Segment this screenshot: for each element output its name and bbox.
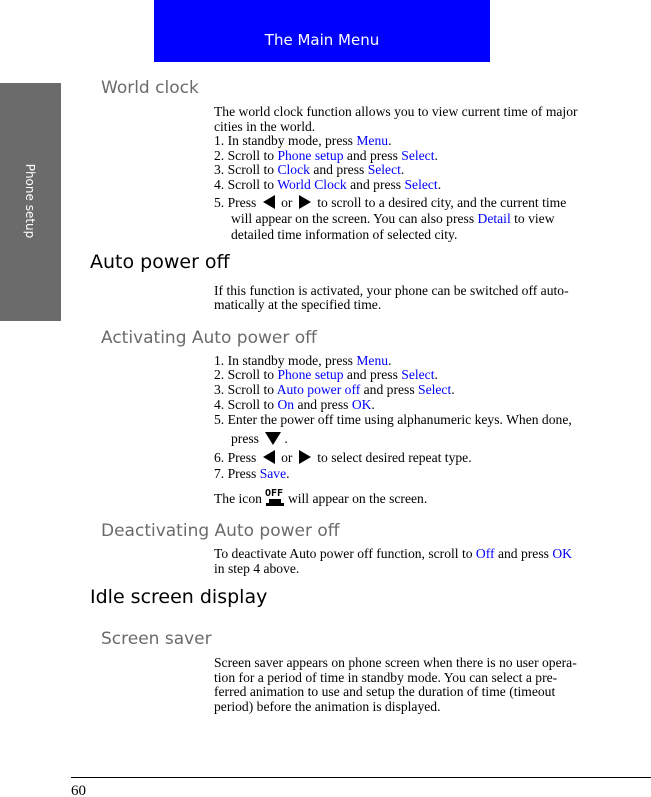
- text-line: [214, 195, 566, 212]
- text-segment: 6. Press: [214, 450, 260, 465]
- chapter-title: The Main Menu: [264, 31, 380, 49]
- text-line: [231, 211, 555, 226]
- menu-term: World Clock: [277, 177, 347, 192]
- text-line: [214, 699, 441, 714]
- menu-term: Off: [475, 546, 495, 561]
- heading-world-clock: World clock: [101, 78, 199, 98]
- heading-screen-saver: Screen saver: [101, 629, 212, 649]
- text-segment: To deactivate Auto power off function, scroll to: [214, 546, 476, 561]
- footer-rule: [71, 777, 651, 778]
- menu-term: Select: [401, 148, 435, 163]
- text-segment: and press: [360, 382, 419, 397]
- text-line: [214, 684, 555, 699]
- text-line: [214, 382, 455, 397]
- menu-term: Select: [367, 162, 401, 177]
- text-line: [214, 397, 375, 412]
- text-segment: 5. Press: [214, 195, 260, 210]
- text-line: [214, 353, 391, 368]
- right-arrow-icon: [299, 450, 311, 467]
- text-line: [214, 119, 315, 134]
- heading-activating-auto-power-off: Activating Auto power off: [101, 328, 317, 348]
- text-line: [214, 297, 381, 312]
- text-segment: 2. Scroll to: [214, 367, 278, 382]
- text-segment: .: [434, 148, 438, 163]
- text-segment: 4. Scroll to: [214, 397, 278, 412]
- text-segment: and press: [309, 162, 368, 177]
- text-line: [231, 431, 288, 448]
- menu-term: Save: [259, 466, 287, 481]
- text-line: [231, 227, 457, 242]
- text-line: [214, 104, 578, 119]
- text-segment: cities in the world.: [214, 119, 316, 134]
- text-line: [214, 546, 572, 561]
- text-line: [214, 177, 441, 192]
- text-segment: to view: [510, 211, 555, 226]
- text-segment: 2. Scroll to: [214, 148, 278, 163]
- text-segment: and press: [343, 148, 402, 163]
- text-segment: If this function is activated, your phone can be switched off auto-: [214, 283, 569, 298]
- text-segment: will appear on the screen.: [287, 491, 428, 506]
- text-segment: detailed time information of selected city.: [231, 227, 458, 242]
- text-segment: .: [286, 466, 290, 481]
- text-segment: period) before the animation is displayed.: [214, 699, 441, 714]
- text-segment: .: [284, 431, 288, 446]
- text-segment: 5. Enter the power off time using alphanumeric keys. When done,: [214, 412, 572, 427]
- menu-term: OK: [552, 546, 572, 561]
- text-line: [214, 655, 577, 670]
- text-segment: or: [277, 195, 296, 210]
- text-segment: .: [388, 133, 392, 148]
- menu-term: OK: [351, 397, 372, 412]
- menu-term: Phone setup: [277, 148, 344, 163]
- menu-term: Detail: [477, 211, 511, 226]
- heading-idle-screen-display: Idle screen display: [90, 586, 268, 608]
- text-segment: and press: [346, 177, 405, 192]
- auto-off-icon: [264, 487, 286, 510]
- text-segment: to select desired repeat type.: [313, 450, 472, 465]
- chapter-header-banner: [154, 0, 490, 62]
- right-arrow-icon: [299, 195, 311, 212]
- svg-text:OFF: OFF: [264, 488, 283, 499]
- menu-term: On: [277, 397, 295, 412]
- side-tab-label: Phone setup: [23, 163, 37, 239]
- text-segment: in step 4 above.: [214, 561, 300, 576]
- text-segment: 1. In standby mode, press: [214, 133, 357, 148]
- text-line: [214, 412, 572, 427]
- text-segment: The icon: [214, 491, 262, 506]
- menu-term: Menu: [356, 133, 389, 148]
- text-segment: will appear on the screen. You can also press: [231, 211, 478, 226]
- left-arrow-icon: [263, 195, 275, 212]
- text-segment: .: [371, 397, 375, 412]
- text-segment: Screen saver appears on phone screen when there is no user opera-: [214, 655, 577, 670]
- text-line: [214, 148, 438, 163]
- heading-auto-power-off: Auto power off: [90, 251, 230, 273]
- text-segment: and press: [343, 367, 402, 382]
- left-arrow-icon: [263, 450, 275, 467]
- text-segment: .: [437, 177, 442, 192]
- text-segment: or: [277, 450, 296, 465]
- text-segment: and press: [294, 397, 352, 412]
- text-line: [214, 162, 404, 177]
- text-segment: .: [400, 162, 405, 177]
- menu-term: Auto power off: [276, 382, 361, 397]
- text-segment: 3. Scroll to: [214, 382, 277, 397]
- menu-term: Select: [418, 382, 452, 397]
- page-number: 60: [71, 783, 86, 797]
- text-line: [214, 133, 391, 148]
- text-segment: The world clock function allows you to view current time of major: [214, 104, 578, 119]
- heading-deactivating-auto-power-off: Deactivating Auto power off: [101, 521, 340, 541]
- text-segment: 1. In standby mode, press: [214, 353, 357, 368]
- text-segment: tion for a period of time in standby mode. You can select a pre-: [214, 670, 558, 685]
- text-line: [214, 561, 299, 576]
- text-segment: 3. Scroll to: [214, 162, 278, 177]
- text-segment: matically at the specified time.: [214, 297, 382, 312]
- section-side-tab: [0, 83, 61, 321]
- menu-term: Select: [404, 177, 438, 192]
- text-segment: 4. Scroll to: [214, 177, 278, 192]
- text-segment: and press: [494, 546, 553, 561]
- text-line: [214, 670, 557, 685]
- down-arrow-icon: [265, 432, 281, 448]
- text-line: [214, 283, 569, 298]
- text-line: [214, 450, 472, 467]
- text-segment: 7. Press: [214, 466, 260, 481]
- text-segment: .: [388, 353, 392, 368]
- menu-term: Select: [401, 367, 435, 382]
- text-segment: ferred animation to use and setup the duration of time (timeout: [214, 684, 556, 699]
- text-segment: .: [434, 367, 438, 382]
- text-segment: press: [231, 431, 263, 446]
- text-segment: to scroll to a desired city, and the current time: [313, 195, 567, 210]
- menu-term: Clock: [277, 162, 310, 177]
- menu-term: Phone setup: [277, 367, 344, 382]
- text-segment: .: [451, 382, 455, 397]
- menu-term: Menu: [356, 353, 389, 368]
- text-line: [214, 367, 438, 382]
- text-line: [214, 487, 427, 510]
- text-line: [214, 466, 290, 481]
